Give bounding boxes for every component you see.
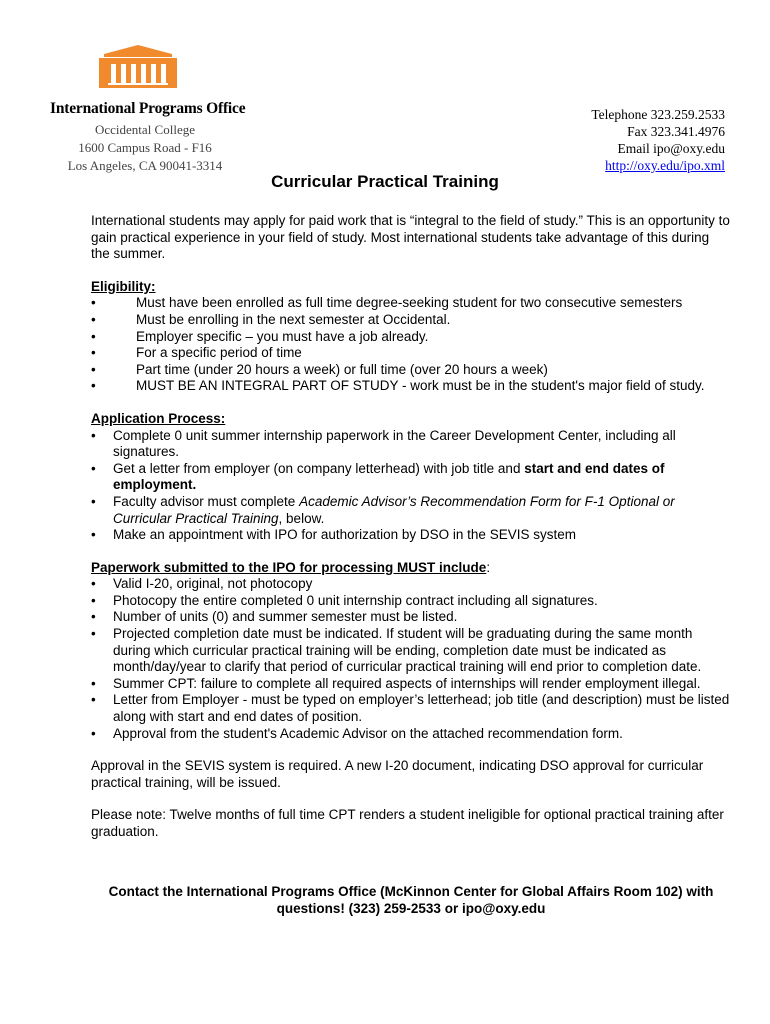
bullet-icon: • — [91, 692, 96, 708]
list-item: • Employer specific – you must have a job already. — [91, 328, 429, 344]
list-item: • Number of units (0) and summer semester must be listed. — [91, 609, 458, 625]
list-item: • Make an appointment with IPO for authorization by DSO in the SEVIS system — [91, 527, 576, 543]
paperwork-list — [91, 576, 731, 742]
bullet-icon: • — [91, 361, 96, 377]
bullet-icon: • — [91, 295, 96, 311]
bullet-icon: • — [91, 609, 96, 625]
list-item: • Summer CPT: failure to complete all required aspects of internships will render employment illegal. — [91, 675, 701, 691]
building-logo-icon — [96, 44, 180, 88]
list-item: • Photocopy the entire completed 0 unit internship contract including all signatures. — [91, 592, 598, 608]
footer-line-1: Contact the International Programs Office (McKinnon Center for Global Affairs Room 102) with — [108, 884, 714, 899]
telephone: Telephone 323.259.2533 — [591, 107, 725, 122]
website-link[interactable]: http://oxy.edu/ipo.xml — [605, 158, 725, 173]
footer-line-2: questions! (323) 259-2533 or ipo@oxy.edu — [276, 901, 546, 916]
please-note-paragraph: Please note: Twelve months of full time CPT renders a student ineligible for optional practical training after graduation. — [91, 807, 724, 839]
contact-footer — [91, 883, 731, 917]
bullet-icon: • — [91, 592, 96, 608]
bullet-icon: • — [91, 427, 96, 443]
document-body — [91, 213, 731, 841]
office-name: International Programs Office — [50, 100, 246, 117]
eligibility-heading: Eligibility: — [91, 278, 156, 294]
list-item: • Projected completion date must be indicated. If student will be graduating during the same month during which curricular practical training will be ending, completion date must be indicated as month/day/year to clarify that period of curricular practical training will end prior to completion date. — [91, 626, 702, 675]
paperwork-heading: Paperwork submitted to the IPO for processing MUST include — [91, 559, 487, 575]
college-name: Occidental College — [95, 122, 195, 137]
bullet-icon: • — [91, 493, 96, 509]
intro-paragraph: International students may apply for paid work that is “integral to the field of study.” This is an opportunity to gain practical experience in your field of study. Most international students take advantage of this during the summer. — [91, 213, 730, 262]
bullet-icon: • — [91, 378, 96, 394]
list-item: • Letter from Employer - must be typed on employer’s letterhead; job title (and description) must be listed along with start and end dates of position. — [91, 692, 730, 725]
sevis-paragraph: Approval in the SEVIS system is required. A new I-20 document, indicating DSO approval for curricular practical training, will be issued. — [91, 758, 704, 790]
list-item: • Get a letter from employer (on company letterhead) with job title and start and end dates of employment. — [91, 460, 665, 493]
list-item: • Faculty advisor must complete Academic Advisor’s Recommendation Form for F-1 Optional or Curricular Practical Training, below. — [91, 493, 675, 526]
list-item: • Part time (under 20 hours a week) or full time (over 20 hours a week) — [91, 361, 548, 377]
list-item: • Must be enrolling in the next semester at Occidental. — [91, 311, 451, 327]
application-heading: Application Process: — [91, 410, 226, 426]
address-line-1: 1600 Campus Road - F16 — [78, 140, 212, 155]
application-list — [91, 428, 731, 544]
paperwork-heading-line: Paperwork submitted to the IPO for processing MUST include: — [91, 559, 491, 575]
list-item: • For a specific period of time — [91, 345, 302, 361]
list-item: • Must have been enrolled as full time degree-seeking student for two consecutive semesters — [91, 295, 683, 311]
bullet-icon: • — [91, 626, 96, 642]
page-title: Curricular Practical Training — [271, 172, 499, 191]
bullet-icon: • — [91, 675, 96, 691]
bullet-icon: • — [91, 345, 96, 361]
bullet-icon: • — [91, 328, 96, 344]
email: Email ipo@oxy.edu — [617, 141, 725, 156]
bullet-icon: • — [91, 725, 96, 741]
fax: Fax 323.341.4976 — [627, 124, 725, 139]
address-line-2: Los Angeles, CA 90041-3314 — [67, 158, 223, 173]
contact-block — [591, 106, 725, 174]
bullet-icon: • — [91, 460, 96, 476]
bullet-icon: • — [91, 576, 96, 592]
bullet-icon: • — [91, 311, 96, 327]
list-item: • Complete 0 unit summer internship paperwork in the Career Development Center, including all signatures. — [91, 427, 676, 460]
bullet-icon: • — [91, 527, 96, 543]
list-item: • Valid I-20, original, not photocopy — [91, 576, 313, 592]
office-address-block — [50, 100, 246, 175]
list-item: • MUST BE AN INTEGRAL PART OF STUDY - work must be in the student's major field of study. — [91, 378, 705, 394]
eligibility-list — [91, 295, 731, 395]
list-item: • Approval from the student's Academic Advisor on the attached recommendation form. — [91, 725, 623, 741]
